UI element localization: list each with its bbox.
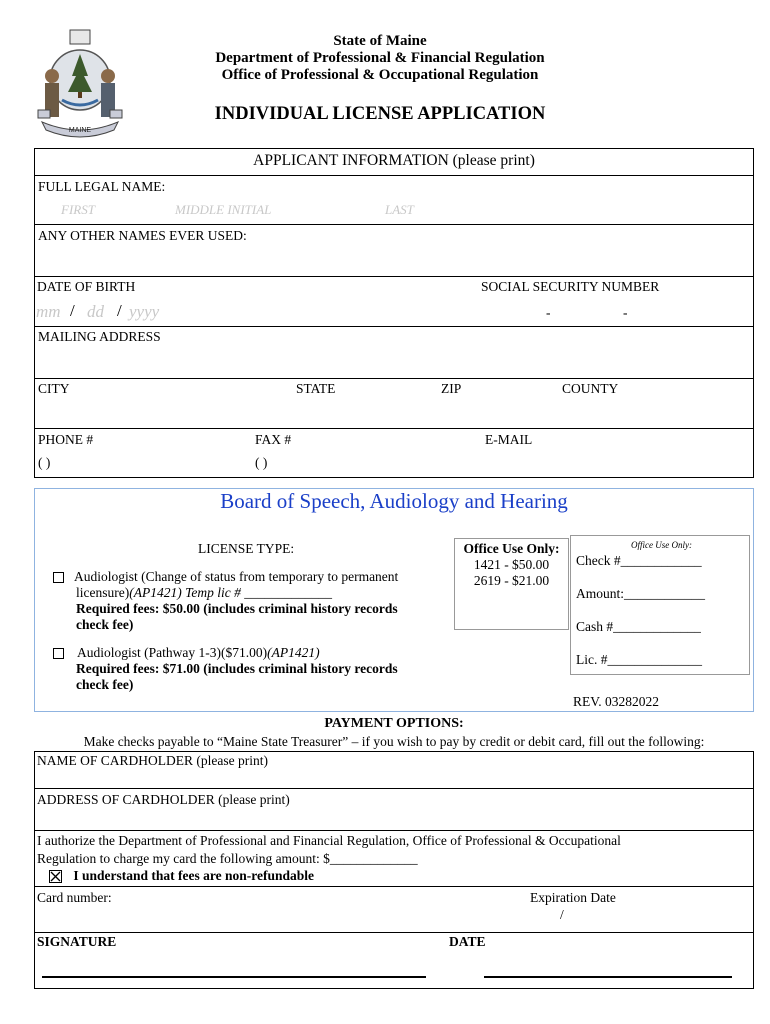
cardholder-address-row[interactable]	[35, 789, 753, 831]
last-name-field[interactable]: LAST	[385, 202, 414, 217]
date-label: DATE	[449, 934, 486, 949]
other-names-row[interactable]	[35, 225, 753, 277]
email-label: E-MAIL	[485, 432, 533, 447]
dob-slash-2: /	[117, 301, 122, 320]
mailing-address-label: MAILING ADDRESS	[38, 329, 161, 344]
header-department: Department of Professional & Financial Regulation	[215, 50, 545, 66]
page-title: INDIVIDUAL LICENSE APPLICATION	[214, 104, 546, 124]
authorization-row	[35, 831, 753, 887]
office-use-fees-box	[454, 538, 569, 630]
county-label: COUNTY	[562, 381, 619, 396]
dob-ssn-row	[35, 277, 753, 327]
applicant-info-section	[34, 148, 754, 478]
revision-number: REV. 03282022	[573, 694, 660, 709]
option1-fees-text: Required fees: $50.00 (includes criminal history records	[76, 601, 398, 616]
card-number-label: Card number:	[37, 890, 112, 905]
phone-area-code[interactable]: ( )	[38, 455, 51, 470]
signature-line[interactable]	[42, 976, 426, 978]
option2-fees-cont-text: check fee)	[76, 677, 134, 692]
card-number-row[interactable]	[35, 887, 753, 933]
ssn-label: SOCIAL SECURITY NUMBER	[481, 279, 660, 294]
full-name-label: FULL LEGAL NAME:	[38, 179, 166, 194]
expiration-slash: /	[560, 907, 564, 922]
dob-slash-1: /	[70, 301, 75, 320]
cardholder-name-label: NAME OF CARDHOLDER (please print)	[37, 753, 268, 768]
signature-label: SIGNATURE	[37, 934, 117, 949]
city-state-zip-row[interactable]	[35, 379, 753, 429]
applicant-info-heading: APPLICANT INFORMATION (please print)	[253, 152, 535, 169]
option-audiologist-change[interactable]	[53, 569, 398, 585]
dob-month-field[interactable]: mm	[36, 302, 61, 321]
option2-form-code: (AP1421)	[267, 645, 320, 660]
zip-label: ZIP	[441, 381, 462, 396]
office-use-small-label: Office Use Only:	[631, 540, 692, 550]
option1-line2	[76, 585, 332, 601]
office-fee-2: 2619 - $21.00	[473, 573, 550, 588]
dob-day-field[interactable]: dd	[87, 302, 104, 321]
svg-text:MAINE: MAINE	[68, 127, 92, 134]
header-office: Office of Professional & Occupational Regulation	[221, 67, 539, 83]
checkbox-audiologist-change[interactable]	[53, 572, 64, 583]
fax-label: FAX #	[255, 432, 292, 447]
option1-line2a: licensure)	[76, 585, 130, 600]
payment-instructions: Make checks payable to “Maine State Treasurer” – if you wish to pay by credit or debit card, fill out the following:	[83, 734, 705, 749]
first-name-field[interactable]: FIRST	[61, 202, 95, 217]
nonrefundable-checkbox[interactable]	[49, 870, 62, 883]
payment-section	[34, 751, 754, 989]
signature-row	[35, 933, 753, 990]
option1-fees-cont	[76, 617, 133, 633]
amount-field[interactable]: Amount:____________	[576, 586, 706, 601]
other-names-label: ANY OTHER NAMES EVER USED:	[38, 228, 247, 243]
fax-area-code[interactable]: ( )	[255, 455, 268, 470]
option2-fees	[76, 661, 398, 677]
dob-year-field[interactable]: yyyy	[129, 302, 160, 321]
authorization-line1: I authorize the Department of Professional and Financial Regulation, Office of Professional & Occupational	[37, 833, 621, 848]
nonrefundable-label: I understand that fees are non-refundable	[73, 868, 315, 883]
check-number-field[interactable]: Check #____________	[576, 553, 702, 568]
ssn-dash-2: -	[623, 305, 628, 320]
license-type-label: LICENSE TYPE:	[198, 541, 295, 556]
authorization-line2[interactable]: Regulation to charge my card the following amount: $_____________	[37, 851, 418, 866]
checkbox-audiologist-pathway[interactable]	[53, 648, 64, 659]
applicant-info-heading-row	[35, 149, 753, 176]
header-state: State of Maine	[333, 33, 427, 49]
state-label: STATE	[296, 381, 336, 396]
mailing-address-row[interactable]	[35, 327, 753, 379]
option1-line1: Audiologist (Change of status from temporary to permanent	[74, 569, 399, 584]
ssn-dash-1: -	[546, 305, 551, 320]
option2-line1a: Audiologist (Pathway 1-3)($71.00)	[77, 645, 268, 660]
office-use-entry-box	[570, 535, 750, 675]
contact-row[interactable]	[35, 429, 753, 479]
middle-initial-field[interactable]: MIDDLE INITIAL	[175, 202, 272, 217]
board-title: Board of Speech, Audiology and Hearing	[220, 489, 568, 513]
cardholder-address-label: ADDRESS OF CARDHOLDER (please print)	[37, 792, 290, 807]
office-fee-1: 1421 - $50.00	[473, 557, 550, 572]
maine-state-seal	[32, 26, 128, 138]
option1-fees	[76, 601, 398, 617]
temp-lic-field[interactable]: _____________	[244, 585, 332, 600]
option1-temp-lic: (AP1421) Temp lic #	[129, 585, 241, 600]
option2-fees-cont	[76, 677, 133, 693]
office-use-title: Office Use Only:	[463, 541, 560, 556]
option-audiologist-pathway[interactable]	[53, 645, 320, 661]
nonrefundable-option[interactable]	[49, 868, 314, 884]
date-line[interactable]	[484, 976, 732, 978]
cash-number-field[interactable]: Cash #_____________	[576, 619, 701, 634]
dob-label: DATE OF BIRTH	[37, 279, 136, 294]
full-name-row[interactable]	[35, 176, 753, 225]
option2-fees-text: Required fees: $71.00 (includes criminal history records	[76, 661, 398, 676]
payment-options-heading: PAYMENT OPTIONS:	[324, 716, 464, 731]
option1-fees-cont-text: check fee)	[76, 617, 134, 632]
city-label: CITY	[38, 381, 70, 396]
phone-label: PHONE #	[38, 432, 94, 447]
license-number-field[interactable]: Lic. #______________	[576, 652, 702, 667]
expiration-label: Expiration Date	[530, 890, 616, 905]
cardholder-name-row[interactable]	[35, 752, 753, 789]
